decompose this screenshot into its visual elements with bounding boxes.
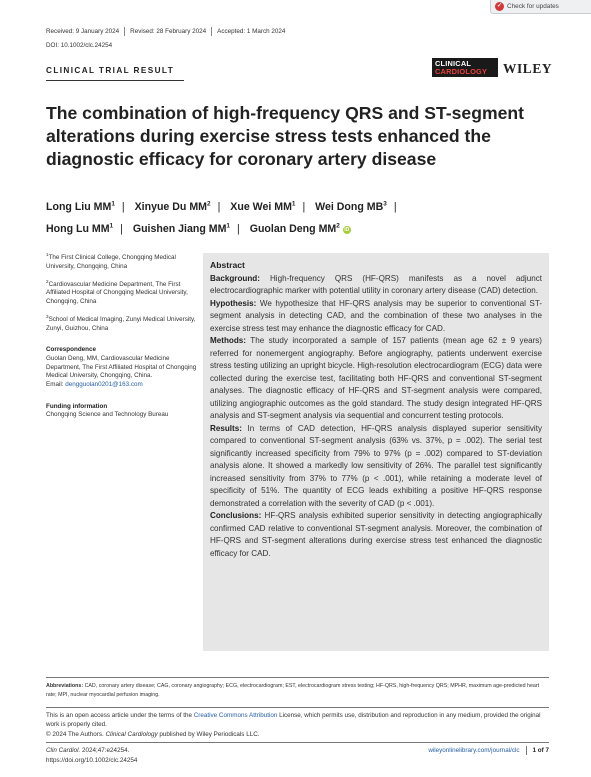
license-notice: This is an open access article under the terms of the Creative Commons Attribution License, which permits use, distribution and reproduction in any medium, provided the original work is properly cited. © 2024 The Authors. Clinical Cardiology published by Wiley Periodicals LLC. — [46, 707, 549, 739]
footer-right — [428, 746, 549, 755]
abstract-results: Results: In terms of CAD detection, HF-QRS analysis displayed superior sensitivity compared to conventional ST-segment analysis (63% vs. 37%, p = .002). The serial test significantly increased specificity from 79% to 97% (p = .002) compared to ST-deviation analysis alone. It showed a markedly low sensitivity of 26%. The parallel test significantly increased sensitivity from 37% to 77% (p < .001), while retaining a moderate level of specificity of 51%. The quantity of ECG leads exhibiting a positive HF-QRS response demonstrated a correlation with the severity of CAD (p < .001). — [210, 423, 543, 508]
author[interactable]: Guishen Jiang $MM^1$ — [132, 222, 230, 236]
date-separator — [211, 27, 212, 36]
correspondence-heading: Correspondence — [46, 346, 97, 354]
accepted-date: Accepted: 1 March 2024 — [217, 28, 286, 35]
creative-commons-link[interactable]: Creative Commons Attribution — [193, 712, 278, 719]
doi-top: DOI: 10.1002/clc.24254 — [46, 42, 113, 49]
funding-body: Chongqing Science and Technology Bureau — [46, 411, 169, 419]
orcid-icon[interactable]: iD — [344, 227, 350, 234]
section-label: CLINICAL TRIAL RESULT — [46, 66, 175, 75]
abstract-conclusions: Conclusions: HF-QRS analysis exhibited superior sensitivity in detecting angiographically confirmed CAD relative to conventional ST-segment analysis. Moreover, the combination of HF-QRS and ST-segment alterations during exercise stress test enhanced the diagnostic efficacy for CAD. — [210, 511, 542, 558]
funding-heading: Funding information — [46, 402, 108, 410]
received-date: Received: 9 January 2024 — [46, 28, 120, 35]
author[interactable]: Long Liu $MM^1$ — [46, 200, 115, 213]
abstract-methods: Methods: The study incorporated a sample of 157 patients (mean age 62 ± 9 years) referred for nonemergent angiography. Before angiography, patients underwent exercise stress testing utilizing an upright bicycle. High-resolution electrocardiogram (ECG) data were collected during the exercise test, facilitating both HF-QRS and conventional ST-segment analyses. The diagnostic efficacy of HF-QRS and ST-segment analysis were compared, utilizing angiographic outcomes as the gold standard. The study design integrated HF-QRS analysis and ST-segment analysis via sequential and concurrent testing protocols. — [210, 336, 543, 420]
revised-date: Revised: 28 February 2024 — [130, 28, 207, 35]
author[interactable]: Xue Wei $MM^1$ — [230, 200, 296, 213]
journal-site-link[interactable]: wileyonlinelibrary.com/journal/clc — [428, 747, 520, 754]
affiliation: $^3$School of Medical Imaging, Zunyi Medical University, Zunyi, Guizhou, China — [46, 313, 196, 332]
journal-logo-line2: CARDIOLOGY — [435, 67, 488, 76]
abbreviations: Abbreviations: CAD, coronary artery disease; CAG, coronary angiography; ECG, electrocardiogram; EST, electrocardiogram stress testing; HF-QRS, high-frequency QRS; MPHR, maximum age-predicted heart rate; MPI, nuclear myocardial perfusion imaging. — [46, 677, 549, 700]
check-for-updates-button[interactable] — [490, 0, 591, 14]
page-number: 1 of 7 — [532, 747, 549, 754]
author[interactable]: Guolan Deng $MM^2$ — [249, 222, 340, 236]
footer-rule — [46, 742, 549, 743]
publisher-logo: WILEY — [503, 61, 553, 76]
journal-logo-line1: CLINICAL — [435, 59, 472, 68]
journal-logo — [432, 58, 498, 77]
abstract-box — [203, 253, 549, 651]
check-updates-icon: ✓ — [496, 3, 503, 9]
author[interactable]: Xinyue Du $MM^2$ — [134, 200, 211, 213]
article-title: The combination of high-frequency QRS and ST-segment alterations during exercise stress tests enhanced the diagnostic efficacy for coronary artery disease — [46, 103, 524, 169]
footer-citation: Clin Cardiol. 2024;47:e24254. https://doi.org/10.1002/clc.24254 — [46, 747, 138, 764]
section-rule — [46, 80, 184, 81]
date-separator — [124, 27, 125, 36]
footer-doi-link[interactable]: https://doi.org/10.1002/clc.24254 — [46, 756, 138, 764]
correspondence-body: Guolan Deng, MM, Cardiovascular Medicine Department, The First Affiliated Hospital of Chongqing Medical University, Chongqing, China. Email: dengguolan0201@163.com — [46, 354, 197, 389]
abstract-heading: Abstract — [210, 260, 245, 270]
affiliation: $^2$Cardiovascular Medicine Department, The First Affiliated Hospital of Chongqing Medical University, Chongqing, China — [46, 278, 188, 305]
abstract-hypothesis: Hypothesis: We hypothesize that HF-QRS analysis may be superior to conventional ST-segment analysis in detecting CAD, and the combination of these two analyses in the exercise stress test may enhance the diagnostic efficacy for CAD. — [210, 298, 543, 333]
author-list: Long Liu $MM^1$ | Xinyue Du $MM^2$ | Xue Wei $MM^1$ | Wei Dong $MB^3$ | Hong Lu $MM^1$ | Guishen Jiang $MM^1$ | Guolan Deng $MM^2$ iD — [46, 200, 397, 236]
article-sidebar — [46, 251, 198, 426]
author[interactable]: Wei Dong $MB^3$ — [315, 200, 387, 213]
check-updates-label: Check for updates — [507, 3, 559, 10]
abstract-background: Background: High-frequency QRS (HF-QRS) manifests as a novel adjunct electrocardiographic marker with potential utility in coronary artery disease (CAD) detection. — [210, 273, 542, 295]
author[interactable]: Hong Lu $MM^1$ — [46, 222, 114, 236]
correspondence-email-link[interactable]: dengguolan0201@163.com — [65, 381, 143, 389]
article-dates — [46, 27, 285, 36]
affiliation: $^1$The First Clinical College, Chongqing Medical University, Chongqing, China — [46, 252, 176, 270]
